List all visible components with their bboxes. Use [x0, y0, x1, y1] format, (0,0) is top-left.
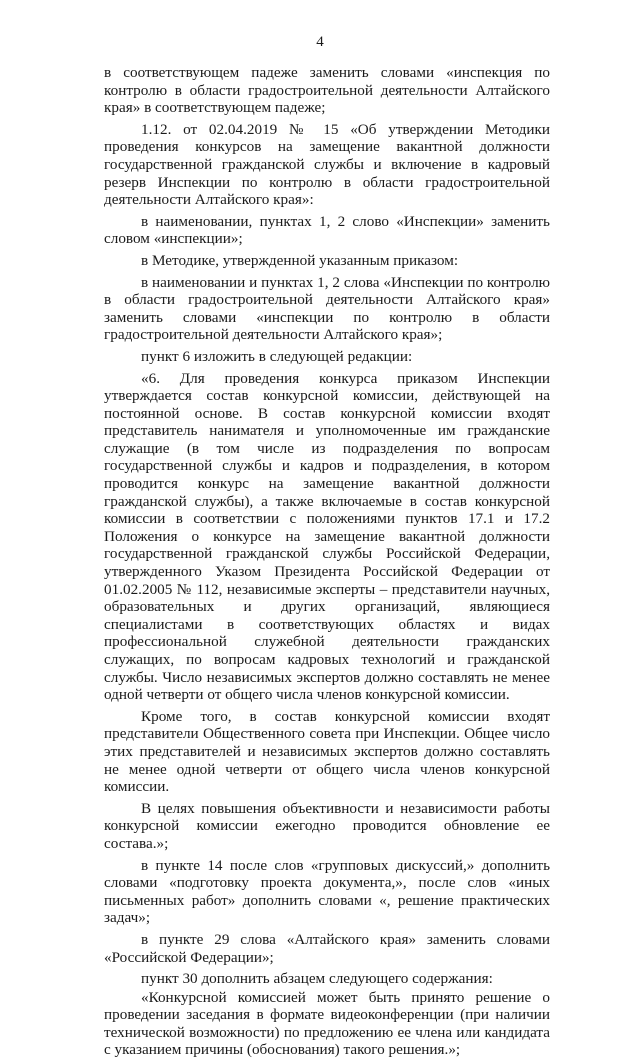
paragraph: в наименовании, пунктах 1, 2 слово «Инспекции» заменить словом «инспекции»;: [104, 212, 550, 248]
paragraph: «6. Для проведения конкурса приказом Инспекции утверждается состав конкурсной комиссии, действующей на постоянной основе. В состав конкурсной комиссии входят представитель нанимателя и уполномоченные им гражданские служащие (в том числе из подразделения по вопросам государственной службы и кадров и подразделения, в котором проводится конкурс на замещение вакантной должности гражданской службы), а также включаемые в состав конкурсной комиссии в соответствии с положениями пунктов 17.1 и 17.2 Положения о конкурсе на замещение вакантной должности государственной гражданской службы Российской Федерации, утвержденного Указом Президента Российской Федерации от 01.02.2005 № 112, независимые эксперты – представители научных, образовательных и других организаций, являющиеся специалистами в соответствующих областях и видах профессиональной служебной деятельности гражданских служащих, по вопросам кадровых технологий и гражданской службы. Число независимых экспертов должно составлять не менее одной четверти от общего числа членов конкурсной комиссии.: [104, 369, 550, 704]
paragraph: в пункте 29 слова «Алтайского края» заменить словами «Российской Федерации»;: [104, 930, 550, 966]
paragraph: в пункте 14 после слов «групповых дискуссий,» дополнить словами «подготовку проекта документа,», после слов «иных письменных работ» дополнить словами «, решение практических задач»;: [104, 856, 550, 927]
paragraph: в наименовании и пунктах 1, 2 слова «Инспекции по контролю в области градостроительной деятельности Алтайского края» заменить словами «инспекции по контролю в области градостроительной деятельности Алтайского края»;: [104, 273, 550, 344]
paragraph: пункт 6 изложить в следующей редакции:: [141, 347, 413, 365]
paragraph: «Конкурсной комиссией может быть принято решение о проведении заседания в формате видеоконференции (при наличии технической возможности) по предложению ее члена или кандидата с указанием причины (обоснования) такого решения.»;: [104, 988, 550, 1059]
paragraph: Кроме того, в состав конкурсной комиссии входят представители Общественного совета при Инспекции. Общее число этих представителей и независимых экспертов должно составлять не менее одной четверти от общего числа членов конкурсной комиссии.: [104, 707, 550, 796]
page-number: 4: [316, 34, 324, 50]
paragraph: в Методике, утвержденной указанным приказом:: [141, 251, 459, 269]
paragraph: В целях повышения объективности и независимости работы конкурсной комиссии ежегодно проводится обновление ее состава.»;: [104, 799, 550, 852]
paragraph: пункт 30 дополнить абзацем следующего содержания:: [141, 970, 493, 988]
paragraph: в соответствующем падеже заменить словами «инспекция по контролю в области градостроительной деятельности Алтайского края» в соответствующем падеже;: [104, 64, 550, 117]
document-body: [104, 64, 550, 1063]
paragraph: 1.12. от 02.04.2019 № 15 «Об утверждении Методики проведения конкурсов на замещение вакантной должности государственной гражданской службы и включение в кадровый резерв Инспекции по контролю в области градостроительной деятельности Алтайского края»:: [104, 120, 550, 209]
